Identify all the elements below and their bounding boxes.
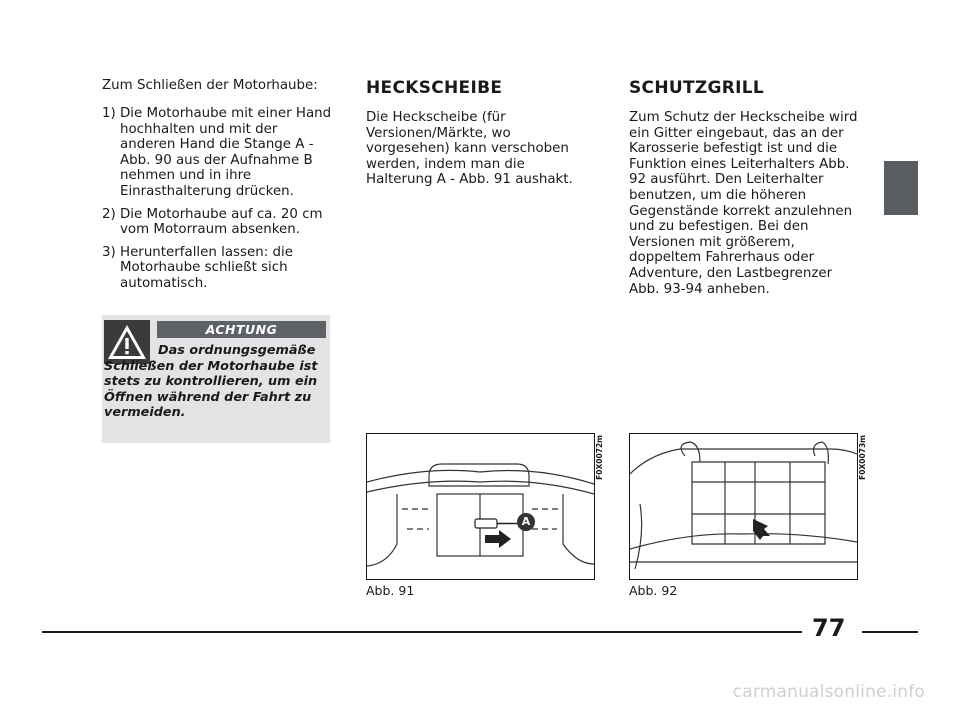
footer-rule — [42, 631, 802, 633]
rear-window-illustration — [367, 434, 594, 579]
figure-code: F0X0072m — [595, 435, 604, 480]
schutzgrill-text: Zum Schutz der Heckscheibe wird ein Gitter eingebaut, das an der Karosserie befestigt ist und die Funktion eines Leiterhalters Abb. 92 ausführt. Den Leiterhalter benutzen, um die höheren Gegenstände korrekt anzulehnen und zu befestigen. Bei den Versionen mit größerem, doppeltem Fahrerhaus oder Adventure, den Lastbegrenzer Abb. 93-94 anheben. — [629, 110, 858, 297]
figure-code: F0X0073m — [858, 435, 867, 480]
section-heading-heckscheibe: HECKSCHEIBE — [366, 78, 503, 98]
step-text: Die Motorhaube auf ca. 20 cm vom Motorraum absenken. — [120, 206, 323, 238]
figure-caption: Abb. 91 — [366, 583, 415, 598]
page-number: 77 — [812, 614, 846, 642]
figure-caption: Abb. 92 — [629, 583, 678, 598]
section-tab — [884, 161, 918, 215]
watermark: carmanualsonline.info — [732, 682, 925, 702]
figure-92 — [629, 433, 858, 580]
step-number: 1) — [102, 106, 116, 121]
warning-text: Das ordnungsgemäße Schließen der Motorhaube ist stets zu kontrollieren, um ein Öffnen während der Fahrt zu vermeiden. — [104, 343, 318, 420]
step-text: Die Motorhaube mit einer Hand hochhalten und mit der anderen Hand die Stange A - Abb. 90 aus der Aufnahme B nehmen und in ihre Einrasthalterung drücken. — [120, 106, 332, 199]
step-text: Herunterfallen lassen: die Motorhaube schließt sich automatisch. — [120, 244, 293, 291]
warning-label: ACHTUNG — [157, 321, 326, 338]
intro-text: Zum Schließen der Motorhaube: — [102, 78, 318, 93]
figure-91 — [366, 433, 595, 580]
footer-rule — [862, 631, 918, 633]
step-number: 2) — [102, 206, 116, 222]
heckscheibe-text: Die Heckscheibe (für Versionen/Märkte, wo vorgesehen) kann verschoben werden, indem man die Halterung A - Abb. 91 aushakt. — [366, 110, 573, 188]
list-item — [102, 245, 332, 292]
list-item — [102, 106, 332, 200]
list-item — [102, 207, 332, 238]
section-heading-schutzgrill: SCHUTZGRILL — [629, 78, 765, 98]
steps-list — [102, 106, 332, 299]
step-number: 3) — [102, 244, 116, 260]
marker-a: A — [517, 513, 535, 531]
protective-grille-illustration — [630, 434, 857, 579]
